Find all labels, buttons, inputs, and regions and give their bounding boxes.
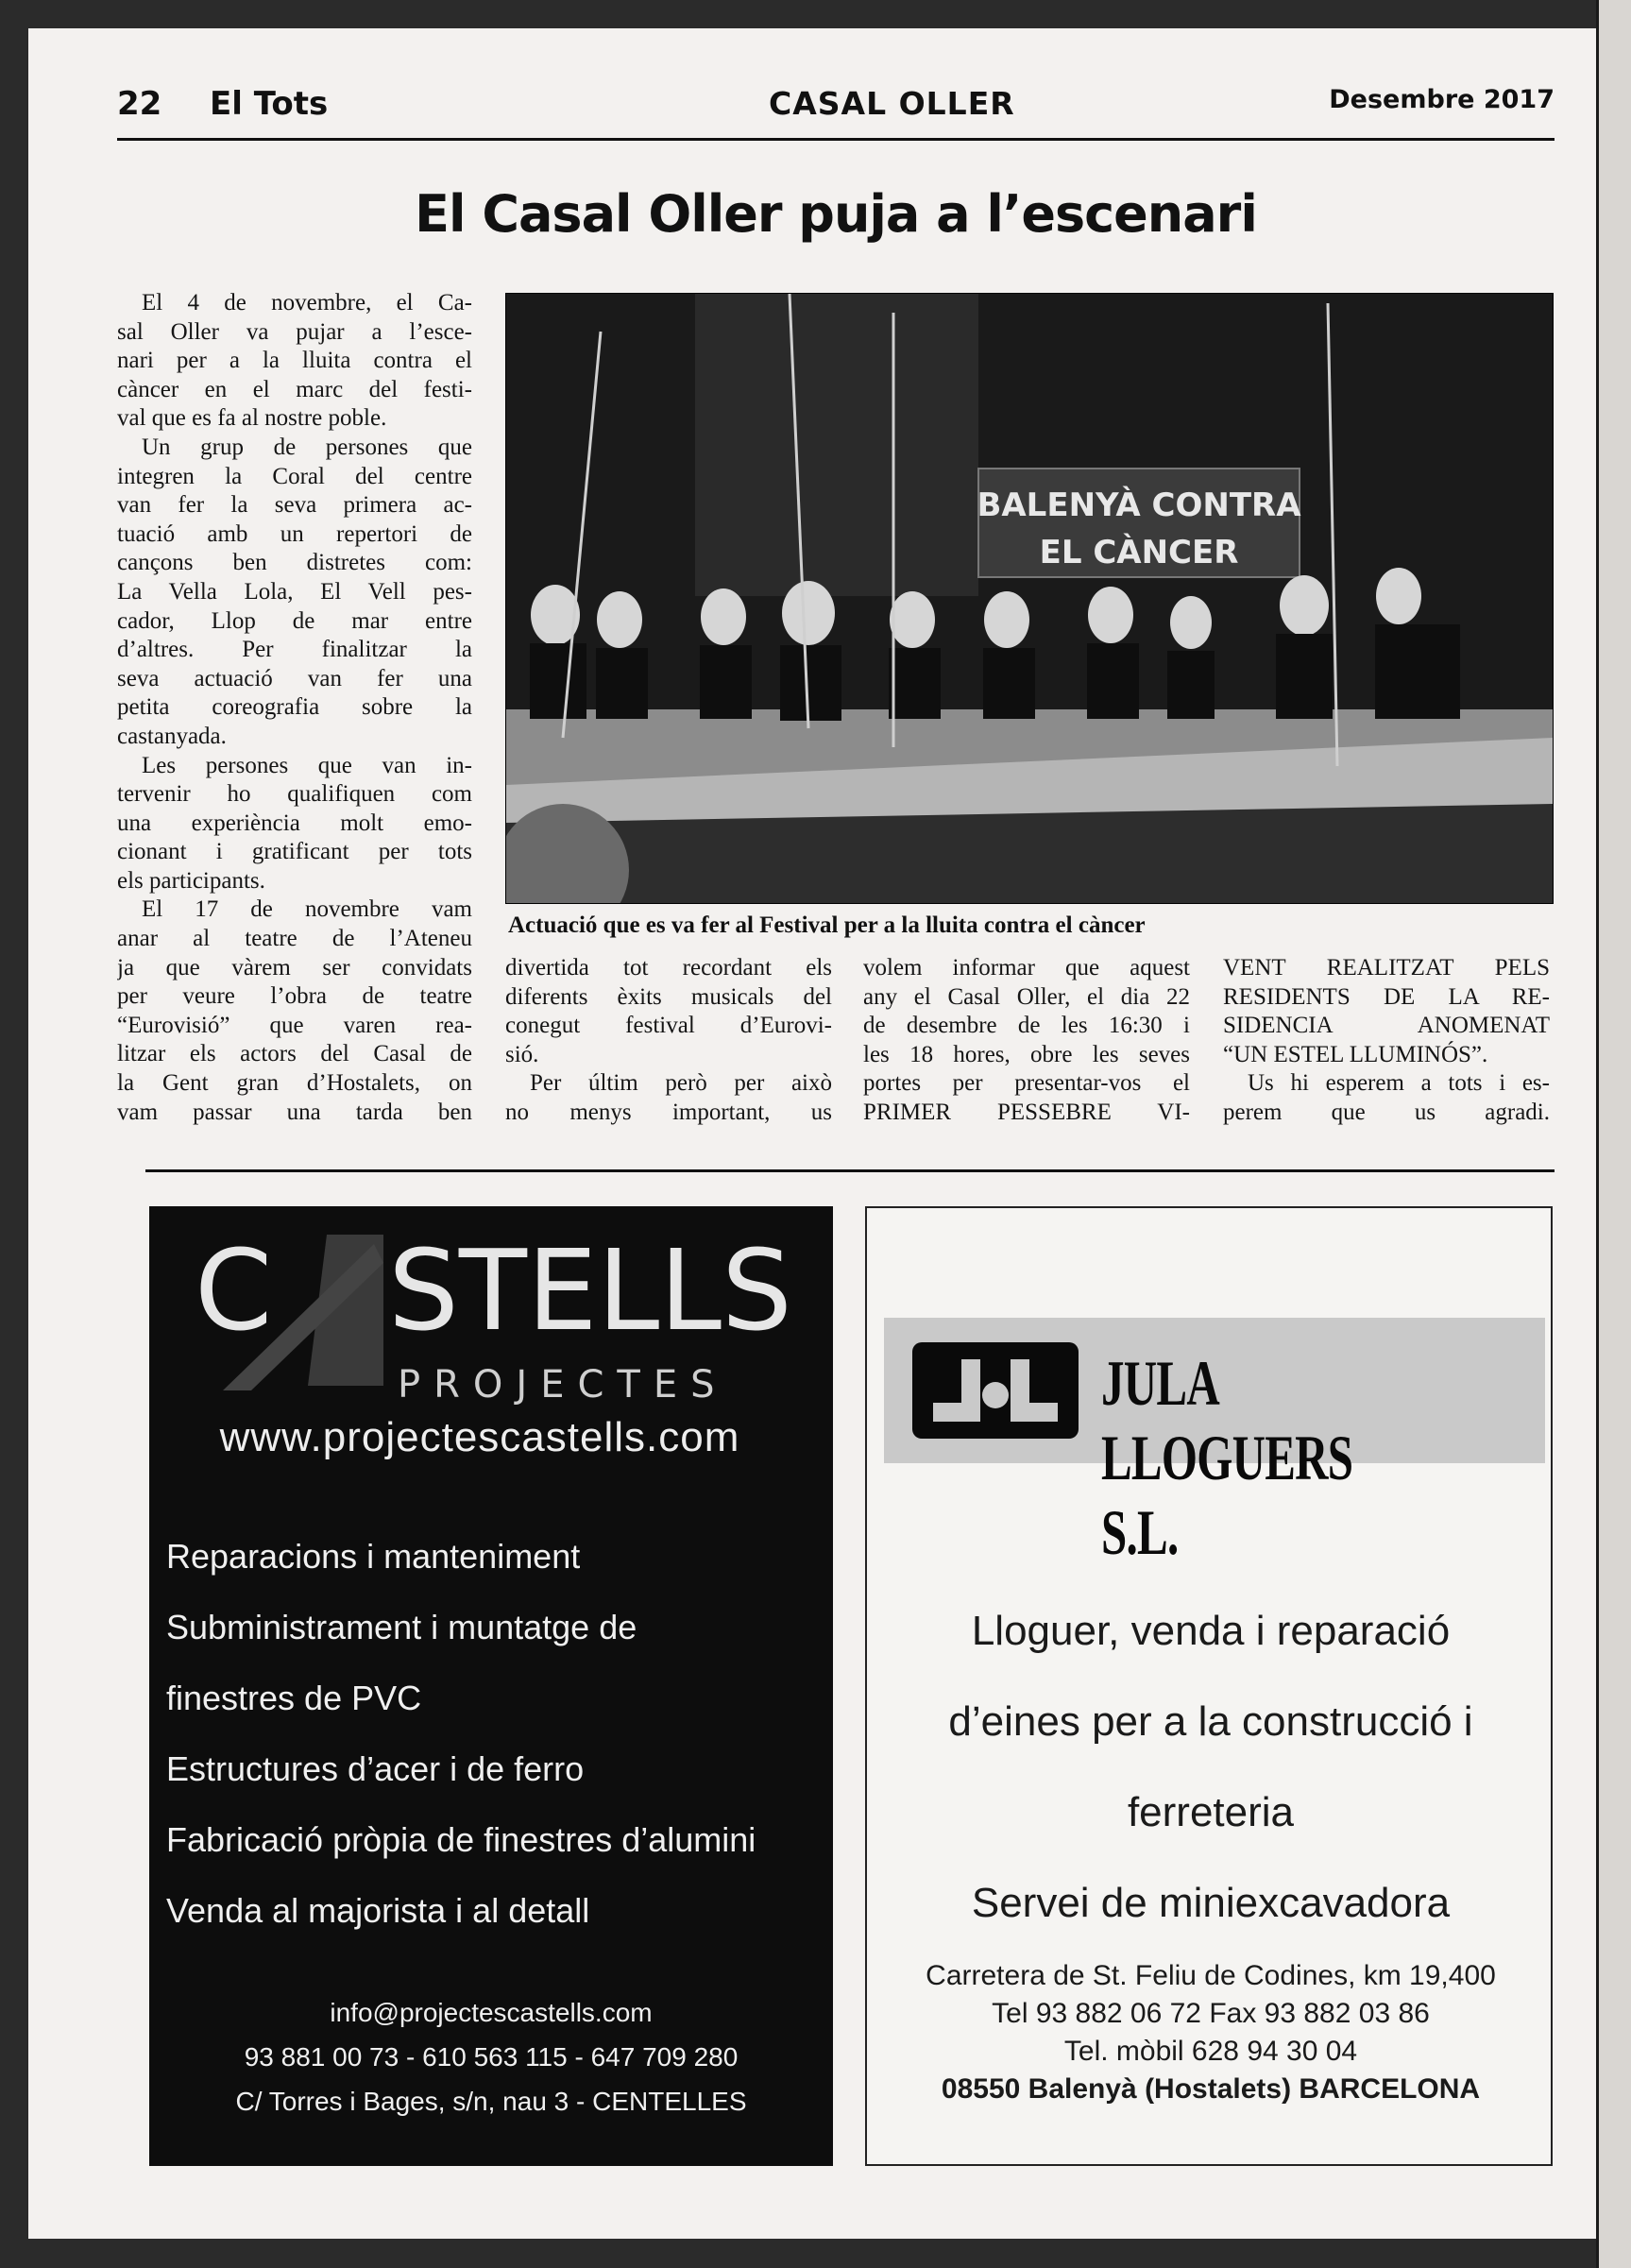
issue-date: Desembre 2017 (1329, 85, 1555, 114)
article-column-2 (505, 954, 832, 1130)
article-line: diferents èxits musicals del (505, 983, 832, 1010)
article-line: El 4 de novembre, el Ca- (142, 290, 472, 315)
castells-phones: 93 881 00 73 - 610 563 115 - 647 709 280 (244, 2042, 739, 2072)
castells-services-list (166, 1537, 756, 1962)
castells-address: C/ Torres i Bages, s/n, nau 3 - CENTELLES (235, 2087, 747, 2116)
jula-logo (912, 1342, 1079, 1439)
article-column-4 (1223, 954, 1550, 1130)
article-line: van fer la seva primera ac- (117, 492, 472, 519)
article-line: d’altres. Per finalitzar la (117, 637, 472, 663)
article-line: càncer en el marc del festi- (117, 376, 472, 402)
article-line: La Vella Lola, El Vell pes- (117, 578, 472, 605)
article-line: les 18 hores, obre les seves (863, 1041, 1190, 1067)
article-line: “Eurovisió” que varen rea- (117, 1012, 472, 1038)
article-line: val que es fa al nostre poble. (117, 405, 387, 432)
article-line: cançons ben distretes com: (117, 550, 472, 576)
jula-company-name: JULA LLOGUERS S.L. (1101, 1347, 1353, 1568)
service-item: Reparacions i manteniment (166, 1537, 581, 1576)
article-line: tervenir ho qualifiquen com (117, 781, 472, 808)
logo-subtitle: PROJECTES (398, 1363, 728, 1407)
banner-line-2: EL CÀNCER (1039, 534, 1239, 571)
article-line: any el Casal Oller, el dia 22 (863, 983, 1190, 1010)
castells-advertisement (149, 1206, 833, 2166)
article-line: la Gent gran d’Hostalets, on (117, 1070, 472, 1097)
tagline-line: Servei de miniexcavadora (971, 1880, 1451, 1926)
magazine-page (28, 28, 1596, 2239)
castells-logo (195, 1225, 799, 1414)
jula-contact (867, 1957, 1555, 2108)
service-item: finestres de PVC (166, 1679, 422, 1717)
publication-name: El Tots (210, 85, 329, 123)
tagline-line: Lloguer, venda i reparació (971, 1608, 1451, 1654)
article-line: anar al teatre de l’Ateneu (117, 926, 472, 952)
article-line: divertida tot recordant els (505, 955, 832, 981)
tagline-line: d’eines per a la construcció i (948, 1698, 1473, 1745)
jula-phones: Tel 93 882 06 72 Fax 93 882 03 86 (992, 1998, 1430, 2029)
jula-city: 08550 Balenyà (Hostalets) BARCELONA (941, 2073, 1481, 2105)
section-divider (145, 1169, 1555, 1172)
article-line: conegut festival d’Eurovi- (505, 1013, 832, 1039)
article-line: per veure l’obra de teatre (117, 983, 472, 1010)
article-line: petita coreografia sobre la (117, 694, 472, 721)
page-header (117, 64, 1555, 141)
article-line: PRIMER PESSEBRE VI- (863, 1099, 1190, 1125)
article-line: tuació amb un repertori de (117, 520, 472, 547)
jula-tagline (867, 1586, 1555, 1949)
tagline-line: ferreteria (1127, 1789, 1295, 1835)
article-line: de desembre de les 16:30 i (863, 1013, 1190, 1039)
article-line: perem que us agradi. (1223, 1099, 1550, 1125)
service-item: Estructures d’acer i de ferro (166, 1749, 585, 1788)
jula-mobile: Tel. mòbil 628 94 30 04 (1063, 2036, 1358, 2067)
jula-address: Carretera de St. Feliu de Codines, km 19,400 (926, 1960, 1496, 1991)
article-headline: El Casal Oller puja a l’escenari (415, 184, 1257, 244)
photo-caption: Actuació que es va fer al Festival per a la lluita contra el càncer (508, 912, 1146, 938)
article-line: Un grup de persones que (142, 434, 472, 460)
stage-photo-illustration (506, 294, 1553, 903)
article-line: El 17 de novembre vam (142, 896, 472, 923)
article-line: castanyada. (117, 723, 227, 749)
article-line: sal Oller va pujar a l’esce- (117, 318, 472, 345)
article-line: SIDENCIA ANOMENAT (1223, 1013, 1550, 1039)
castells-contact (149, 1990, 833, 2123)
article-line: Per últim però per això (530, 1070, 832, 1097)
article-line: una experiència molt emo- (117, 810, 472, 836)
article-line: sió. (505, 1041, 539, 1067)
jula-advertisement (865, 1206, 1553, 2166)
article-line: cador, Llop de mar entre (117, 607, 472, 634)
logo-letter-c: C (195, 1225, 273, 1356)
article-line: seva actuació van fer una (117, 665, 472, 691)
castells-email[interactable]: info@projectescastells.com (330, 1998, 653, 2027)
article-column-1 (117, 289, 472, 1130)
article-photo (505, 293, 1554, 904)
castells-url[interactable]: www.projectescastells.com (219, 1414, 740, 1460)
page-number: 22 (117, 85, 162, 123)
page-edge (1596, 0, 1631, 2268)
article-line: litzar els actors del Casal de (117, 1041, 472, 1067)
article-line: els participants. (117, 867, 265, 894)
article-line: Us hi esperem a tots i es- (1248, 1070, 1550, 1097)
article-line: RESIDENTS DE LA RE- (1223, 983, 1550, 1010)
article-column-3 (863, 954, 1190, 1130)
article-line: integren la Coral del centre (117, 463, 472, 489)
article-line: cionant i gratificant per tots (117, 839, 472, 865)
article-line: nari per a la lluita contra el (117, 348, 472, 374)
service-item: Fabricació pròpia de finestres d’alumini (166, 1820, 756, 1859)
logo-word-stells: STELLS (388, 1225, 792, 1356)
article-line: ja que vàrem ser convidats (117, 954, 472, 981)
service-item: Venda al majorista i al detall (166, 1891, 590, 1930)
article-line: vam passar una tarda ben (117, 1099, 472, 1125)
banner-line-1: BALENYÀ CONTRA (977, 486, 1301, 524)
article-line: volem informar que aquest (863, 955, 1190, 981)
article-line: Les persones que van in- (142, 752, 472, 778)
service-item: Subministrament i muntatge de (166, 1608, 637, 1646)
article-line: “UN ESTEL LLUMINÓS”. (1223, 1041, 1488, 1067)
jula-banner (884, 1318, 1545, 1568)
section-title: CASAL OLLER (769, 85, 1015, 122)
article-line: portes per presentar-vos el (863, 1070, 1190, 1097)
article-line: VENT REALITZAT PELS (1223, 955, 1550, 981)
article-line: no menys important, us (505, 1099, 832, 1125)
